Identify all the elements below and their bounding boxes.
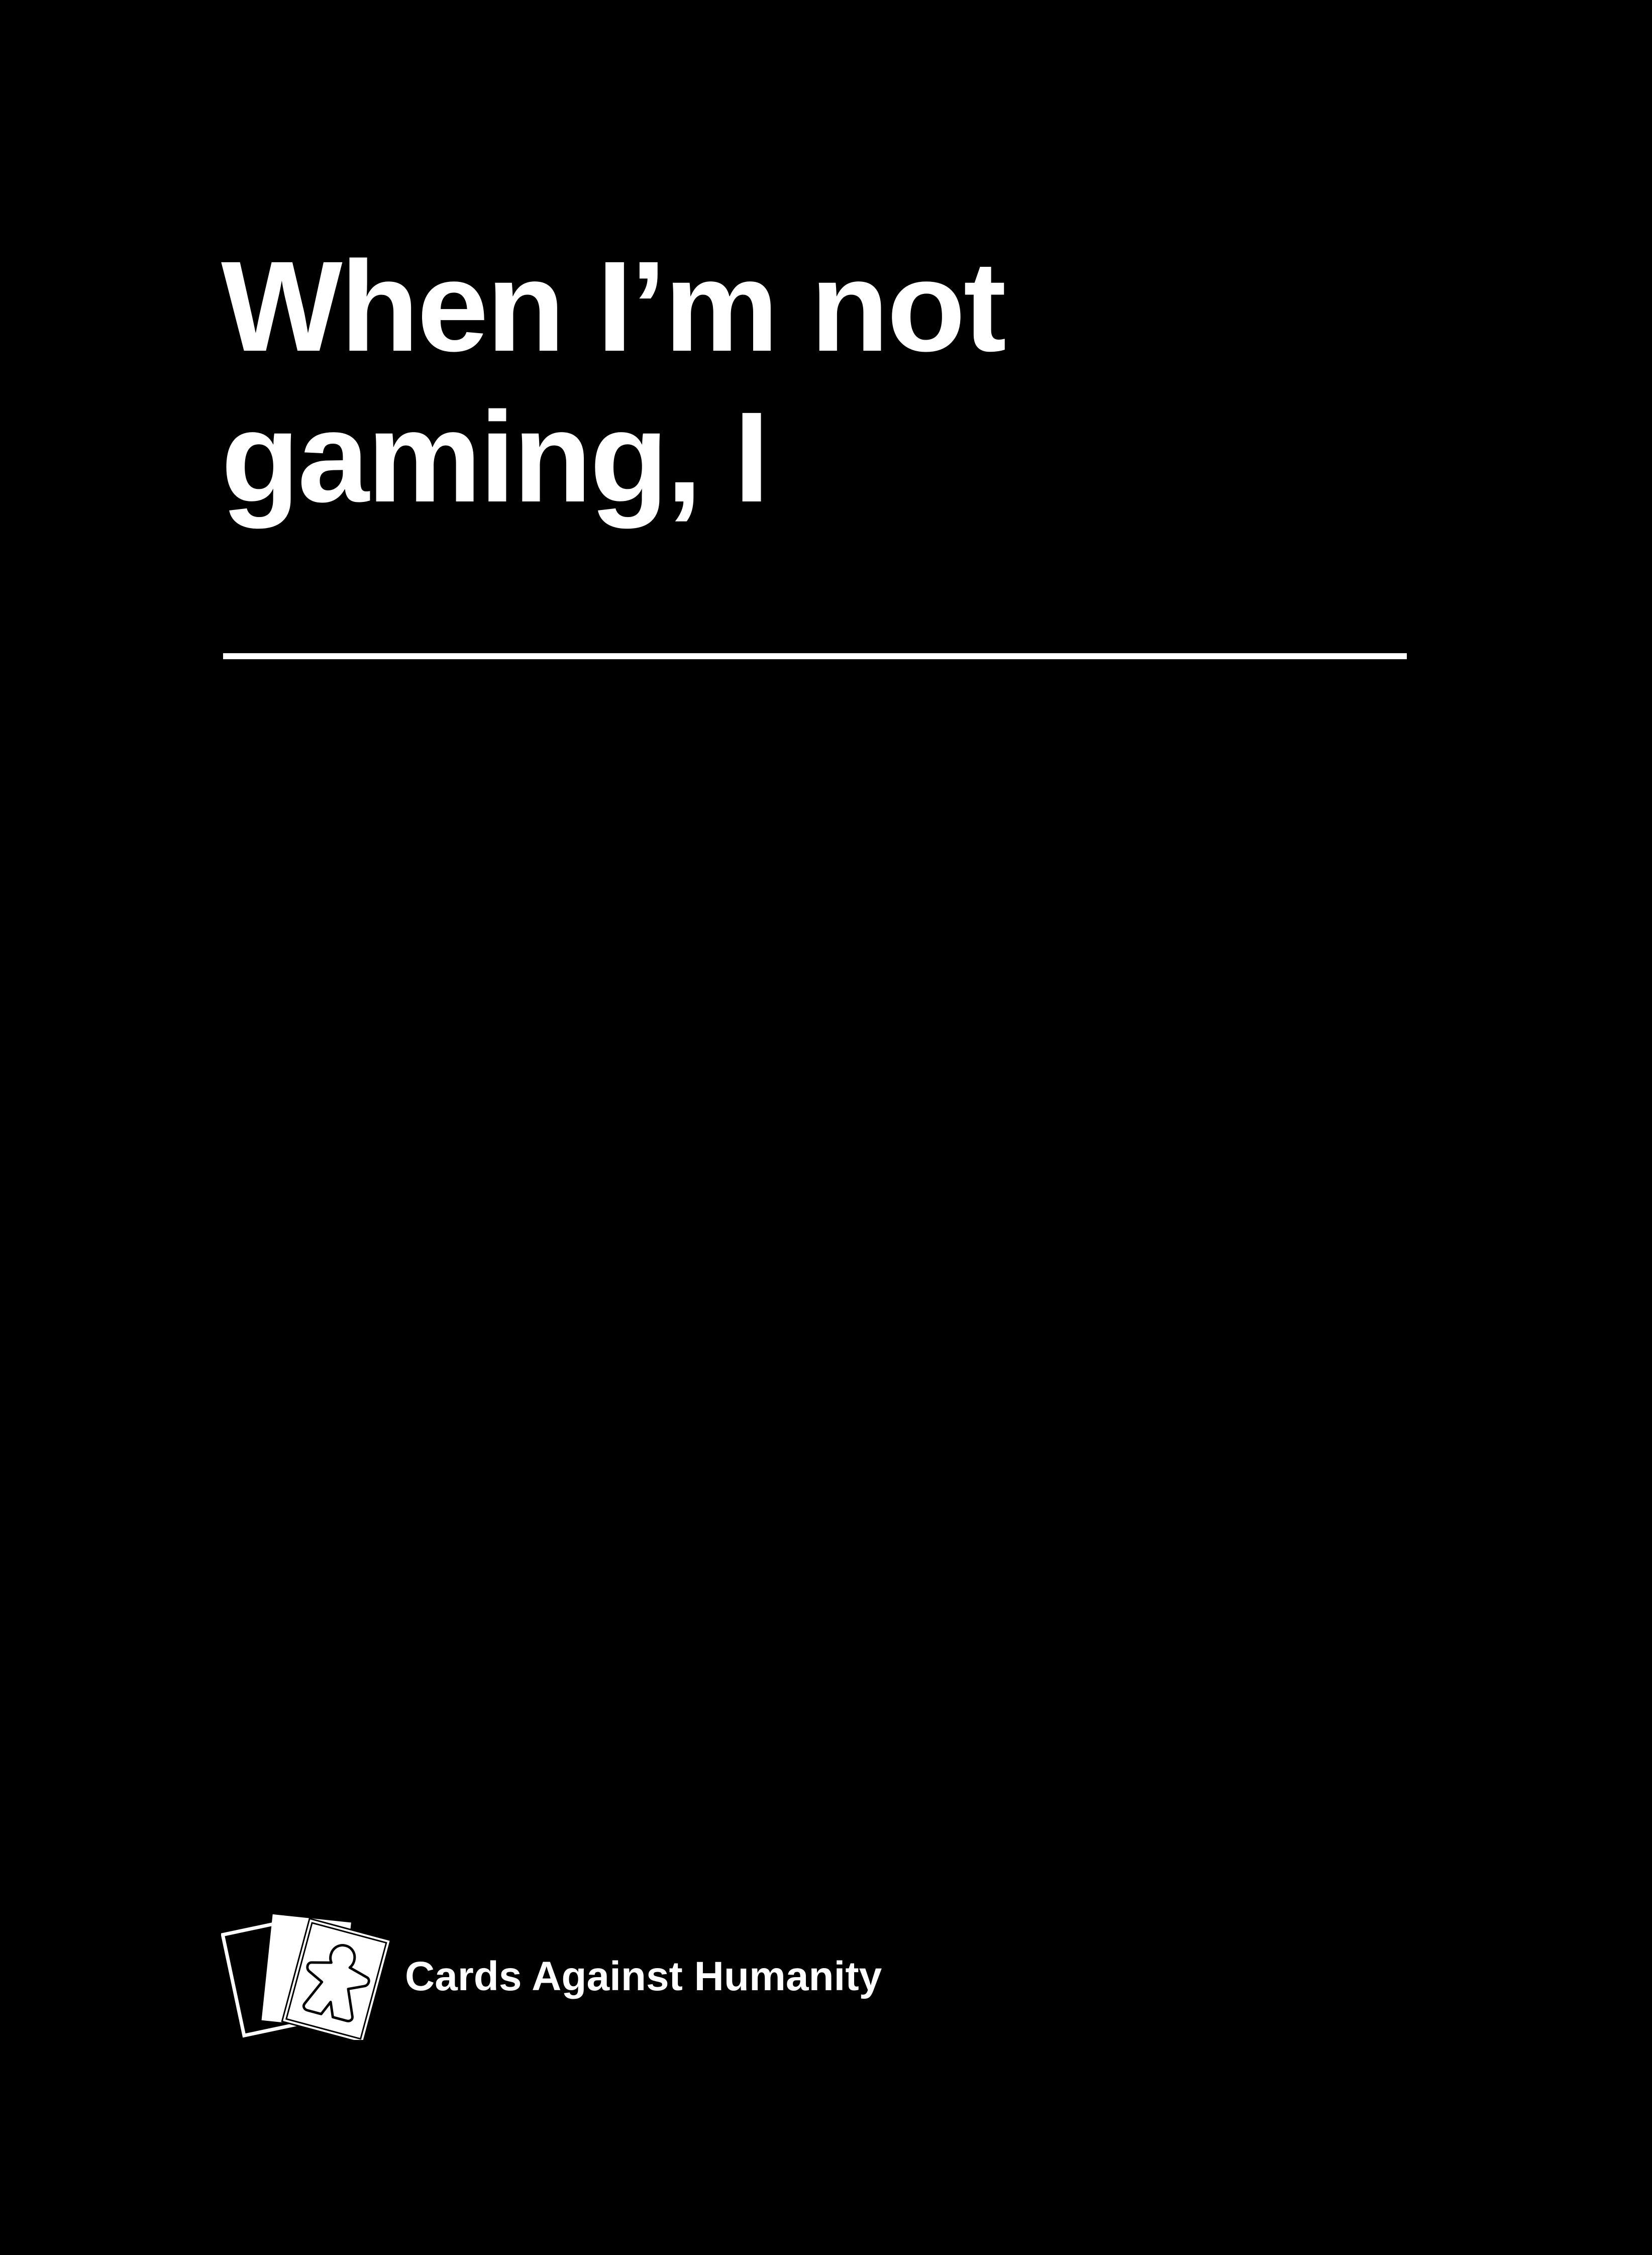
card-prompt — [221, 231, 1427, 533]
brand-name: Cards Against Humanity — [405, 1954, 882, 1999]
fill-in-blank-line — [223, 653, 1407, 659]
prompt-line-2: gaming, I — [221, 385, 768, 529]
cards-meeple-logo-icon — [221, 1909, 392, 2040]
card-footer — [221, 1909, 975, 2040]
prompt-line-1: When I’m not — [221, 235, 1004, 378]
